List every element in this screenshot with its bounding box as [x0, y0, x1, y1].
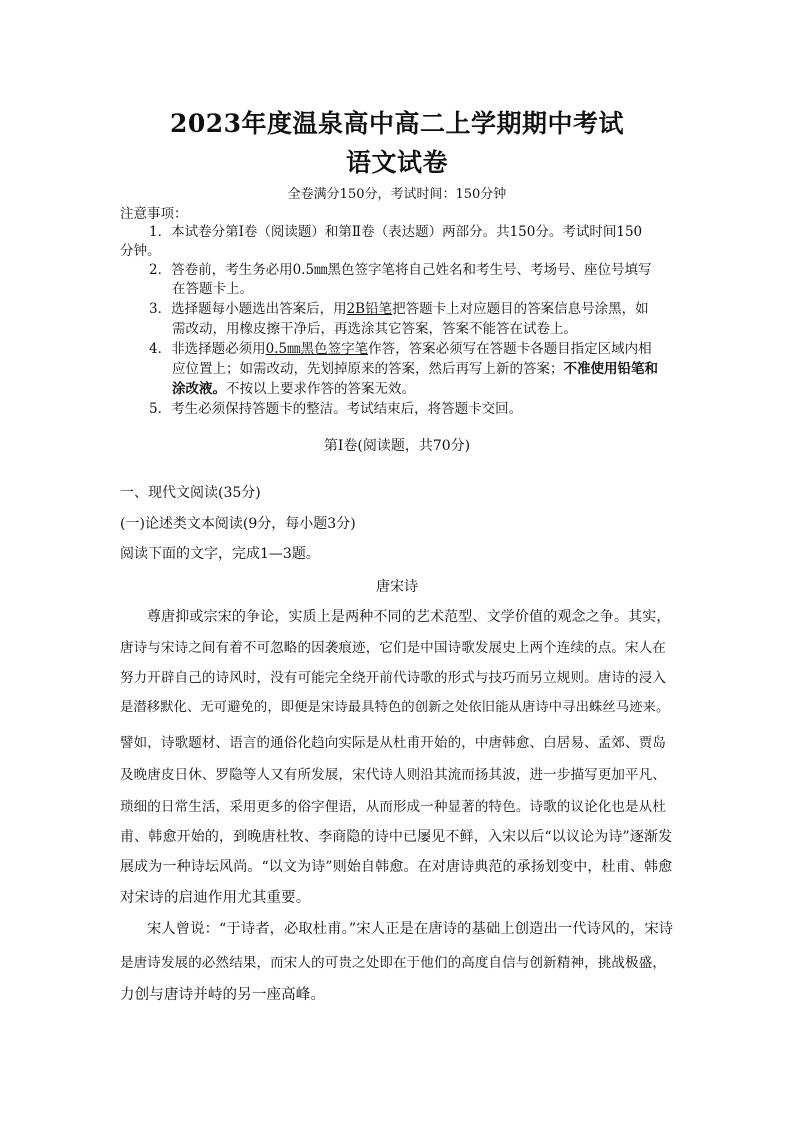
note-item-4-underline: 0.5㎜黑色签字笔 [265, 341, 369, 357]
note-item-1-cont: 分钟。 [120, 243, 161, 259]
note-item-4-cont-bold: 不准使用铅笔和 [563, 361, 658, 377]
note-item-5: 5．考生必须保持答题卡的整洁。考试结束后，将答题卡交回。 [149, 401, 523, 417]
note-item-4-pre: 4．非选择题必须用 [149, 341, 266, 357]
passage-line: 努力开辟自己的诗风时，没有可能完全绕开前代诗歌的形式与技巧而另立规则。唐诗的浸入 [120, 670, 666, 686]
score-time-info: 全卷满分150分，考试时间：150分钟 [287, 187, 507, 202]
exam-title: 2023年度温泉高中高二上学期期中考试 [169, 109, 625, 138]
exam-subtitle: 语文试卷 [345, 148, 448, 177]
passage-line: 唐诗与宋诗之间有着不可忽略的因袭痕迹，它们是中国诗歌发展史上两个连续的点。宋人在 [120, 640, 666, 656]
passage-line: 是唐诗发展的必然结果，而宋人的可贵之处即在于他们的高度自信与创新精神，挑战极盛， [120, 955, 666, 971]
note-item-3-post: 把答题卡上对应题目的答案信息号涂黑，如 [392, 301, 649, 317]
passage-line: 是潜移默化、无可避免的，即便是宋诗最具特色的创新之处依旧能从唐诗中寻出蛛丝马迹来。 [120, 700, 670, 715]
passage-line: 力创与唐诗并峙的另一座高峰。 [120, 987, 326, 1003]
note-item-4-cont2 [172, 377, 415, 397]
note-item-4-cont [172, 357, 658, 377]
note-item-3-pre: 3．选择题每小题选出答案后，用 [149, 301, 347, 317]
passage-line: 展成为一种诗坛风尚。“以文为诗”则始自韩愈。在对唐诗典范的承扬划变中，杜甫、韩愈 [120, 859, 673, 875]
passage-title: 唐宋诗 [376, 579, 418, 595]
note-item-1: 1．本试卷分第Ⅰ卷（阅读题）和第Ⅱ卷（表达题）两部分。共150分。考试时间150 [149, 224, 643, 240]
passage-line: 对宋诗的启迪作用尤其重要。 [120, 890, 311, 906]
passage-line: 琐细的日常生活，采用更多的俗字俚语，从而形成一种显著的特色。诗歌的议论化也是从杜 [120, 799, 666, 815]
note-item-3-underline: 2B铅笔 [346, 301, 393, 317]
passage-line: 譬如，诗歌题材、语言的通俗化趋向实际是从杜甫开始的，中唐韩愈、白居易、孟郊、贾岛 [120, 735, 666, 751]
notes-heading: 注意事项： [120, 206, 188, 222]
passage-line: 宋人曾说：“于诗者，必取杜甫。”宋人正是在唐诗的基础上创造出一代诗风的，宋诗 [147, 921, 674, 937]
reading-instruction: 阅读下面的文字，完成1—3题。 [120, 546, 320, 562]
part-heading: 一、现代文阅读(35分) [120, 485, 261, 501]
volume-title: 第Ⅰ卷(阅读题，共70分) [323, 438, 471, 454]
note-item-4-cont2-text: 不按以上要求作答的答案无效。 [226, 381, 415, 397]
note-item-3 [149, 297, 649, 317]
note-item-4 [149, 337, 652, 357]
passage-line: 甫、韩愈开始的，到晚唐杜牧、李商隐的诗中已屡见不鲜，入宋以后“以议论为诗”逐渐发 [120, 829, 673, 845]
note-item-4-cont-text: 应位置上；如需改动，先划掉原来的答案，然后再写上新的答案； [172, 361, 564, 377]
part-subheading: (一)论述类文本阅读(9分，每小题3分) [120, 516, 356, 532]
passage-line: 及晚唐皮日休、罗隐等人又有所发展，宋代诗人则沿其流而扬其波，进一步描写更加平凡、 [120, 767, 666, 783]
passage-line: 尊唐抑或宗宋的争论，实质上是两种不同的艺术范型、文学价值的观念之争。其实， [147, 609, 671, 625]
note-item-4-post: 作答，答案必须写在答题卡各题目指定区域内相 [368, 341, 652, 357]
note-item-4-cont2-bold: 涂改液。 [172, 381, 226, 397]
note-item-3-cont: 需改动，用橡皮擦干净后，再选涂其它答案，答案不能答在试卷上。 [172, 321, 577, 337]
note-item-2: 2．答卷前，考生务必用0.5㎜黑色签字笔将自己姓名和考生号、考场号、座位号填写 [149, 262, 652, 278]
note-item-2-cont: 在答题卡上。 [172, 281, 253, 297]
